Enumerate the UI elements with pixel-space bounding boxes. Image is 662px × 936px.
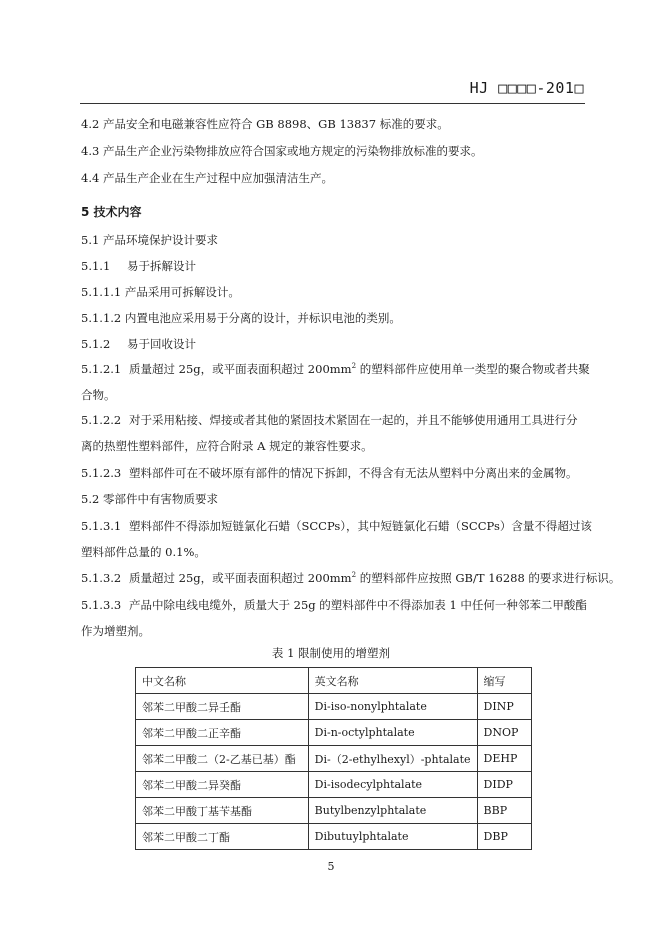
table-cell: Di-n-octylphtalate [308,720,477,746]
table-caption: 表 1 限制使用的增塑剂 [271,646,391,660]
table-cell: 邻苯二甲酸二异壬酯 [136,694,309,720]
clause-text: 的塑料部件应按照 GB/T 16288 的要求进行标识。 [356,571,621,585]
clause-5-1-1-1: 5.1.1.1 产品采用可拆解设计。 [81,285,240,299]
clause-5-1-2-2 [81,412,578,428]
clause-text: 易于拆解设计 [127,259,196,273]
table-cell: DNOP [477,720,531,746]
header-standard-code: HJ □□□□-201□ [469,79,584,97]
clause-5-1-3-1-cont: 塑料部件总量的 0.1%。 [81,545,206,559]
superscript: 2 [351,571,357,579]
clause-5-1-3-3 [81,597,587,613]
section-5-heading: 5 技术内容 [81,205,142,219]
table-cell: DBP [477,824,531,850]
clause-4-4: 4.4 产品生产企业在生产过程中应加强清洁生产。 [81,171,333,185]
clause-text: 质量超过 25g，或平面表面积超过 200mm [129,571,352,585]
clause-number: 5.1.3.1 [81,519,122,533]
clause-text: 产品中除电线电缆外，质量大于 25g 的塑料部件中不得添加表 1 中任何一种邻苯二甲酸酯 [129,598,587,612]
table-header-cell: 英文名称 [308,668,477,694]
clause-4-2: 4.2 产品安全和电磁兼容性应符合 GB 8898、GB 13837 标准的要求。 [81,117,449,131]
clause-5-1-3-3-cont: 作为增塑剂。 [81,624,150,638]
clause-4-3: 4.3 产品生产企业污染物排放应符合国家或地方规定的污染物排放标准的要求。 [81,144,483,158]
clause-5-1-2-1 [81,361,590,377]
table-cell: DIDP [477,772,531,798]
table-header-row [136,668,532,694]
clause-number: 5.1.2 [81,337,111,351]
clause-5-2: 5.2 零部件中有害物质要求 [81,492,218,506]
table-cell: 邻苯二甲酸二（2-乙基已基）酯 [136,746,309,772]
clause-number: 5.1.1 [81,259,111,273]
table-cell: DINP [477,694,531,720]
table-row [136,798,532,824]
clause-5-1-3-2 [81,570,620,586]
clause-5-1-1-2: 5.1.1.2 内置电池应采用易于分离的设计，并标识电池的类别。 [81,311,401,325]
table-cell: 邻苯二甲酸二异癸酯 [136,772,309,798]
table-row [136,720,532,746]
table-row [136,694,532,720]
table-cell: 邻苯二甲酸二丁酯 [136,824,309,850]
table-cell: Di-iso-nonylphtalate [308,694,477,720]
clause-text: 塑料部件不得添加短链氯化石蜡（SCCPs），其中短链氯化石蜡（SCCPs）含量不得超过该 [129,519,592,533]
table-cell: Di-（2-ethylhexyl）-phtalate [308,746,477,772]
page-number: 5 [327,860,335,873]
header-rule [80,103,585,104]
table-row [136,824,532,850]
clause-5-1-2-2-cont: 离的热塑性塑料部件，应符合附录 A 规定的兼容性要求。 [81,439,373,453]
clause-5-1: 5.1 产品环境保护设计要求 [81,233,218,247]
clause-5-1-2 [81,336,196,352]
table-header-cell: 缩写 [477,668,531,694]
clause-text: 易于回收设计 [127,337,196,351]
superscript: 2 [351,362,357,370]
clause-text: 塑料部件可在不破坏原有部件的情况下拆卸，不得含有无法从塑料中分离出来的金属物。 [129,466,578,480]
plasticizer-table [135,667,532,850]
table-cell: Di-isodecylphtalate [308,772,477,798]
clause-5-1-2-3 [81,465,578,481]
clause-number: 5.1.3.2 [81,571,122,585]
table-cell: Butylbenzylphtalate [308,798,477,824]
table-row [136,746,532,772]
table-cell: Dibutuylphtalate [308,824,477,850]
table-cell: 邻苯二甲酸丁基苄基酯 [136,798,309,824]
clause-number: 5.1.2.3 [81,466,122,480]
table-cell: 邻苯二甲酸二正辛酯 [136,720,309,746]
clause-number: 5.1.2.2 [81,413,122,427]
clause-text: 质量超过 25g，或平面表面积超过 200mm [129,362,352,376]
table-cell: DEHP [477,746,531,772]
clause-text: 的塑料部件应使用单一类型的聚合物或者共聚 [356,362,590,376]
clause-number: 5.1.2.1 [81,362,122,376]
clause-text: 对于采用粘接、焊接或者其他的紧固技术紧固在一起的，并且不能够使用通用工具进行分 [129,413,578,427]
table-header-cell: 中文名称 [136,668,309,694]
clause-number: 5.1.3.3 [81,598,122,612]
clause-5-1-1 [81,258,196,274]
table-cell: BBP [477,798,531,824]
clause-5-1-3-1 [81,518,592,534]
clause-5-1-2-1-cont: 合物。 [81,388,116,402]
table-row [136,772,532,798]
